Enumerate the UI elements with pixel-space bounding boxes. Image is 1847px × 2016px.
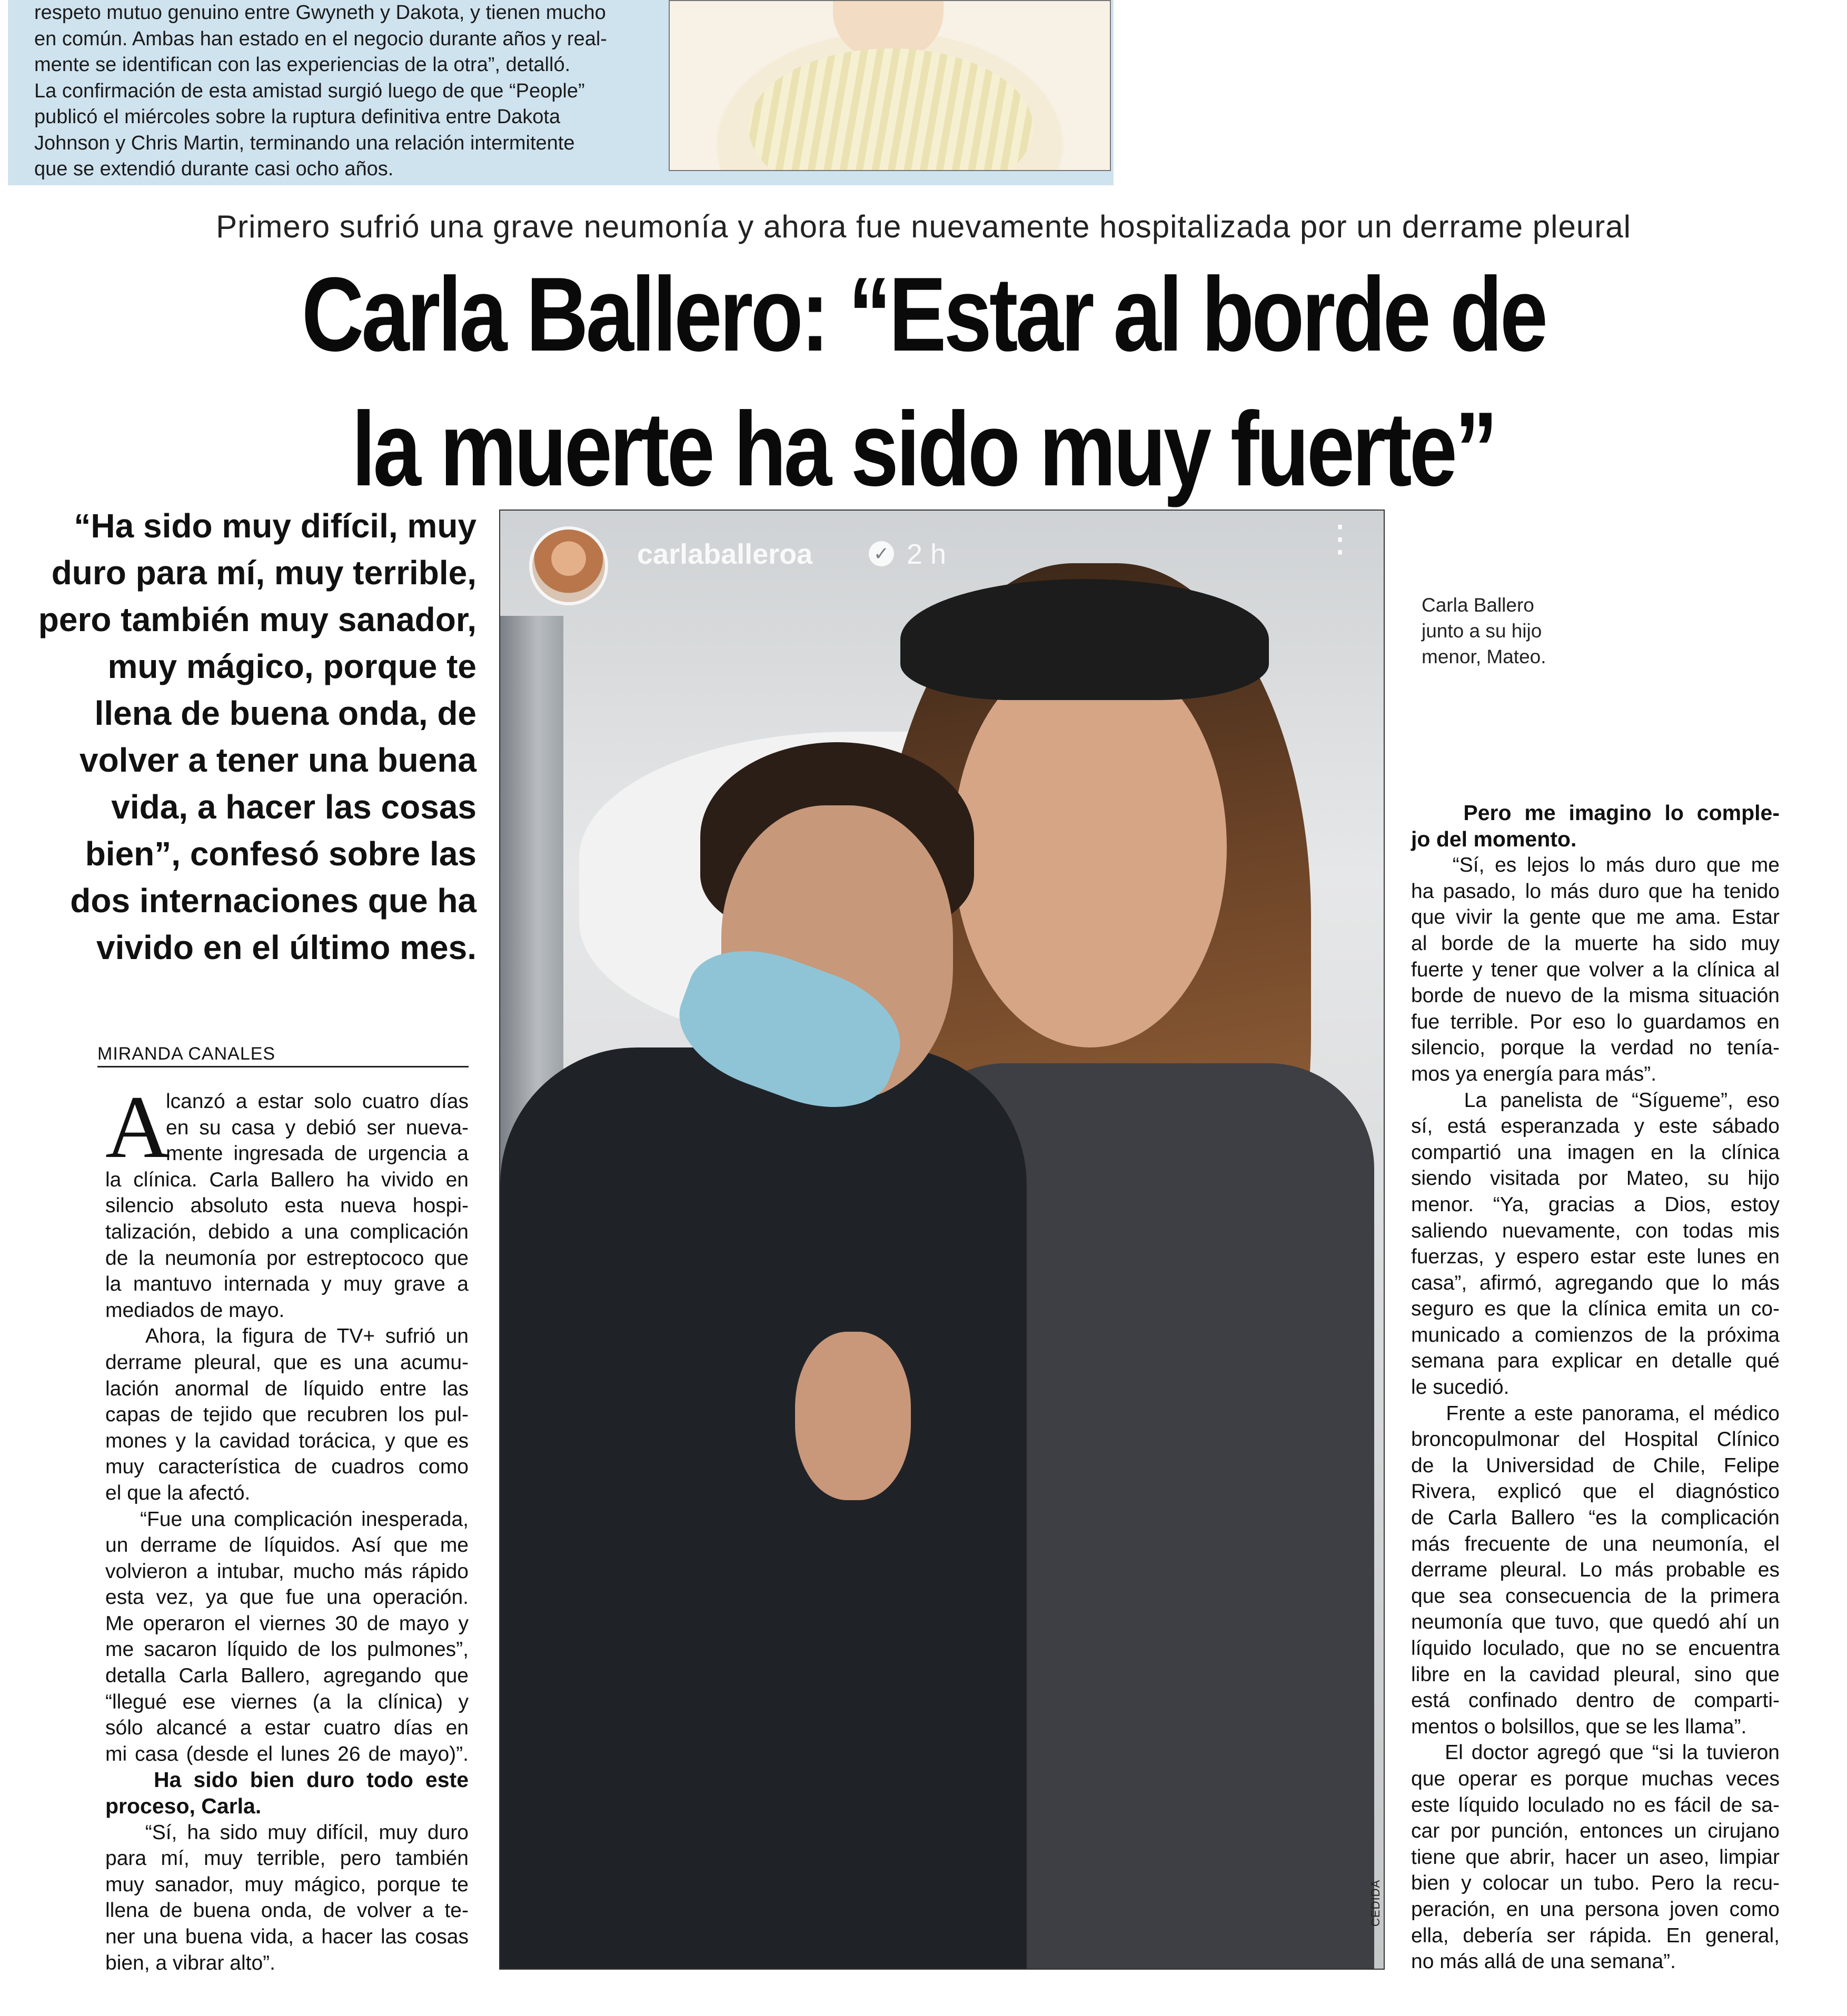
text-line: Frente a este panorama, el médico xyxy=(1411,1402,1780,1425)
text-line: Me operaron el viernes 30 de mayo y xyxy=(105,1612,469,1635)
previous-story-photo xyxy=(669,0,1111,171)
photo-credit: CEDIDA xyxy=(1369,1879,1382,1927)
text-line: silencio absoluto esta nueva hospi- xyxy=(105,1194,469,1217)
text-line: que vivir la gente que me ama. Estar xyxy=(1411,906,1780,929)
text-line: municado a comienzos de la próxima xyxy=(1411,1323,1780,1346)
pull-quote-line: bien”, confesó sobre las xyxy=(85,835,476,873)
text-line: menor. “Ya, gracias a Dios, estoy xyxy=(1411,1193,1780,1216)
text-line: “llegué ese viernes (a la clínica) y xyxy=(105,1690,469,1713)
caption-line: menor, Mateo. xyxy=(1422,646,1546,667)
previous-story-text xyxy=(34,0,645,183)
text-line: mentos o bolsillos, que se les llama”. xyxy=(1411,1715,1747,1738)
text-line: Johnson y Chris Martin, terminando una relación intermitente xyxy=(34,132,575,154)
text-line: fue terrible. Por eso lo guardamos en xyxy=(1411,1010,1780,1033)
text-line: bien y colocar un tubo. Pero la recu- xyxy=(1411,1872,1780,1895)
text-line: derrame pleural, que es una acumu- xyxy=(105,1351,469,1374)
text-line: semana para explicar en detalle qué xyxy=(1411,1350,1780,1373)
text-line: que operar es porque muchas veces xyxy=(1411,1767,1780,1790)
pull-quote xyxy=(32,503,476,971)
more-options-icon: ⋮ xyxy=(1322,518,1358,559)
text-line: ha pasado, lo más duro que ha tenido xyxy=(1411,880,1780,903)
previous-story-box xyxy=(8,0,1114,185)
article-kicker: Primero sufrió una grave neumonía y ahora fue nuevamente hospitalizada por un derrame pleural xyxy=(216,209,1631,244)
story-handle: carlaballeroa xyxy=(637,538,813,570)
caption-line: junto a su hijo xyxy=(1422,620,1542,642)
text-line: derrame pleural. Lo más probable es xyxy=(1411,1559,1780,1582)
text-line: sí, está esperanzada y este sábado xyxy=(1411,1115,1780,1138)
text-line: “Sí, ha sido muy difícil, muy duro xyxy=(105,1821,469,1844)
pull-quote-line: pero también muy sanador, xyxy=(38,601,476,638)
text-line: mi casa (desde el lunes 26 de mayo)”. xyxy=(105,1742,469,1765)
photo-detail xyxy=(500,1047,1027,1970)
text-line: detalla Carla Ballero, agregando que xyxy=(105,1664,469,1688)
text-line: mones y la cavidad torácica, y que es xyxy=(105,1429,469,1452)
text-line: en común. Ambas han estado en el negocio durante años y real- xyxy=(34,27,607,50)
text-line: peración, en una persona joven como xyxy=(1411,1898,1780,1921)
text-line: este líquido loculado no es fácil de sa- xyxy=(1411,1793,1780,1817)
text-line: líquido loculado, que no se encuentra xyxy=(1411,1637,1780,1660)
text-line: que se extendió durante casi ocho años. xyxy=(34,158,394,180)
text-line: car por punción, entonces un cirujano xyxy=(1411,1820,1780,1843)
text-line: compartió una imagen en la clínica xyxy=(1411,1141,1780,1164)
text-line: para mí, muy terrible, pero también xyxy=(105,1847,469,1870)
photo-caption xyxy=(1422,592,1595,670)
pull-quote-line: duro para mí, muy terrible, xyxy=(51,554,476,592)
article-headline xyxy=(166,247,1681,517)
text-line: muy característica de cuadros como xyxy=(105,1455,469,1479)
photo-detail xyxy=(795,1332,911,1500)
text-line: “Fue una complicación inesperada, xyxy=(105,1508,469,1531)
drop-cap: A xyxy=(105,1077,170,1176)
text-line: tiene que abrir, hacer un aseo, limpiar xyxy=(1411,1845,1780,1869)
text-line: respeto mutuo genuino entre Gwyneth y Dakota, y tienen mucho xyxy=(34,2,606,24)
text-line: que sea consecuencia de la primera xyxy=(1411,1584,1780,1608)
text-line: ner una buena vida, a hacer las cosas xyxy=(105,1925,469,1948)
text-line: la mantuvo internada y muy grave a xyxy=(105,1273,469,1296)
text-line: lación anormal de líquido entre las xyxy=(105,1377,469,1400)
text-line: Rivera, explicó que el diagnóstico xyxy=(1411,1480,1780,1503)
pull-quote-line: muy mágico, porque te xyxy=(107,647,476,685)
text-line: bien, a vibrar alto”. xyxy=(105,1951,275,1974)
text-line: no más allá de una semana”. xyxy=(1411,1950,1676,1973)
text-line: saliendo nuevamente, con todas mis xyxy=(1411,1219,1780,1242)
text-line: mente ingresada de urgencia a xyxy=(166,1142,469,1165)
verified-icon: ✓ xyxy=(869,541,894,566)
avatar xyxy=(529,526,608,605)
text-line: La confirmación de esta amistad surgió luego de que “People” xyxy=(34,79,585,102)
text-line: broncopulmonar del Hospital Clínico xyxy=(1411,1428,1780,1451)
text-line: mente se identifican con las experiencias de la otra”, detalló. xyxy=(34,54,571,76)
text-line: de la neumonía por estreptococo que xyxy=(105,1246,469,1270)
text-line: Ha sido bien duro todo este xyxy=(105,1768,469,1792)
text-line: neumonía que tuvo, que quedó ahí un xyxy=(1411,1611,1780,1634)
text-line: llena de buena onda, de volver a te- xyxy=(105,1899,469,1922)
text-line: me sacaron líquido de los pulmones”, xyxy=(105,1638,469,1661)
text-line: un derrame de líquidos. Así que me xyxy=(105,1534,469,1557)
text-line: de la Universidad de Chile, Felipe xyxy=(1411,1454,1780,1477)
text-line: le sucedió. xyxy=(1411,1376,1510,1399)
text-line: Pero me imagino lo comple- xyxy=(1411,801,1780,825)
pull-quote-line: llena de buena onda, de xyxy=(94,694,476,732)
text-line: esta vez, ya que fue una operación. xyxy=(105,1586,469,1609)
text-line: muy sanador, muy mágico, porque te xyxy=(105,1873,469,1896)
text-line: ella, debería ser rápida. En general, xyxy=(1411,1924,1780,1947)
text-line: “Sí, es lejos lo más duro que me xyxy=(1411,854,1780,877)
text-line: de Carla Ballero “es la complicación xyxy=(1411,1506,1780,1530)
photo-detail xyxy=(749,48,1033,171)
text-line: Ahora, la figura de TV+ sufrió un xyxy=(105,1325,469,1348)
headline-line: la muerte ha sido muy fuerte” xyxy=(351,391,1496,508)
text-line: volvieron a intubar, mucho más rápido xyxy=(105,1560,469,1583)
text-line: El doctor agregó que “si la tuvieron xyxy=(1411,1741,1780,1764)
pull-quote-line: dos internaciones que ha xyxy=(70,882,476,920)
text-line: siendo visitada por Mateo, su hijo xyxy=(1411,1167,1780,1190)
caption-line: Carla Ballero xyxy=(1422,594,1534,616)
text-line: silencio, porque la verdad no tenía- xyxy=(1411,1036,1780,1060)
text-line: mediados de mayo. xyxy=(105,1299,285,1322)
text-line: publicó el miércoles sobre la ruptura definitiva entre Dakota xyxy=(34,106,561,128)
text-line: mos ya energía para más”. xyxy=(1411,1062,1657,1085)
text-line: la clínica. Carla Ballero ha vivido en xyxy=(105,1168,469,1191)
text-line: proceso, Carla. xyxy=(105,1794,262,1819)
text-line: talización, debido a una complicación xyxy=(105,1220,469,1243)
text-line: fuerzas, y espero estar este lunes en xyxy=(1411,1245,1780,1269)
pull-quote-line: “Ha sido muy difícil, muy xyxy=(74,507,476,545)
byline: MIRANDA CANALES xyxy=(97,1044,469,1067)
photo-detail xyxy=(900,579,1269,700)
text-line: al borde de la muerte ha sido muy xyxy=(1411,932,1780,955)
text-line: borde de nuevo de la misma situación xyxy=(1411,984,1780,1007)
text-line: más frecuente de una neumonía, el xyxy=(1411,1532,1780,1555)
text-line: La panelista de “Sígueme”, eso xyxy=(1411,1089,1780,1112)
text-line: fuerte y tener que volver a la clínica al xyxy=(1411,958,1780,981)
pull-quote-line: volver a tener una buena xyxy=(79,741,476,779)
text-line: casa”, afirmó, agregando que lo más xyxy=(1411,1271,1780,1294)
story-time: 2 h xyxy=(907,538,947,570)
text-line: capas de tejido que recubren los pul- xyxy=(105,1403,469,1426)
body-column-right xyxy=(1411,800,1780,1975)
text-line: sólo alcancé a estar cuatro días en xyxy=(105,1716,469,1740)
body-column-left xyxy=(105,1077,469,1976)
text-line: jo del momento. xyxy=(1411,826,1577,851)
text-line: lcanzó a estar solo cuatro días xyxy=(166,1090,469,1113)
pull-quote-line: vivido en el último mes. xyxy=(96,929,476,966)
pull-quote-line: vida, a hacer las cosas xyxy=(111,788,476,826)
text-line: está confinado dentro de comparti- xyxy=(1411,1689,1780,1712)
article-photo xyxy=(499,510,1385,1970)
headline-line: Carla Ballero: “Estar al borde de xyxy=(301,256,1546,373)
text-line: el que la afectó. xyxy=(105,1481,251,1504)
text-line: libre en la cavidad pleural, sino que xyxy=(1411,1663,1780,1686)
text-line: seguro es que la clínica emita un co- xyxy=(1411,1298,1780,1321)
photo-detail xyxy=(953,647,1227,1047)
text-line: en su casa y debió ser nueva- xyxy=(166,1116,469,1139)
